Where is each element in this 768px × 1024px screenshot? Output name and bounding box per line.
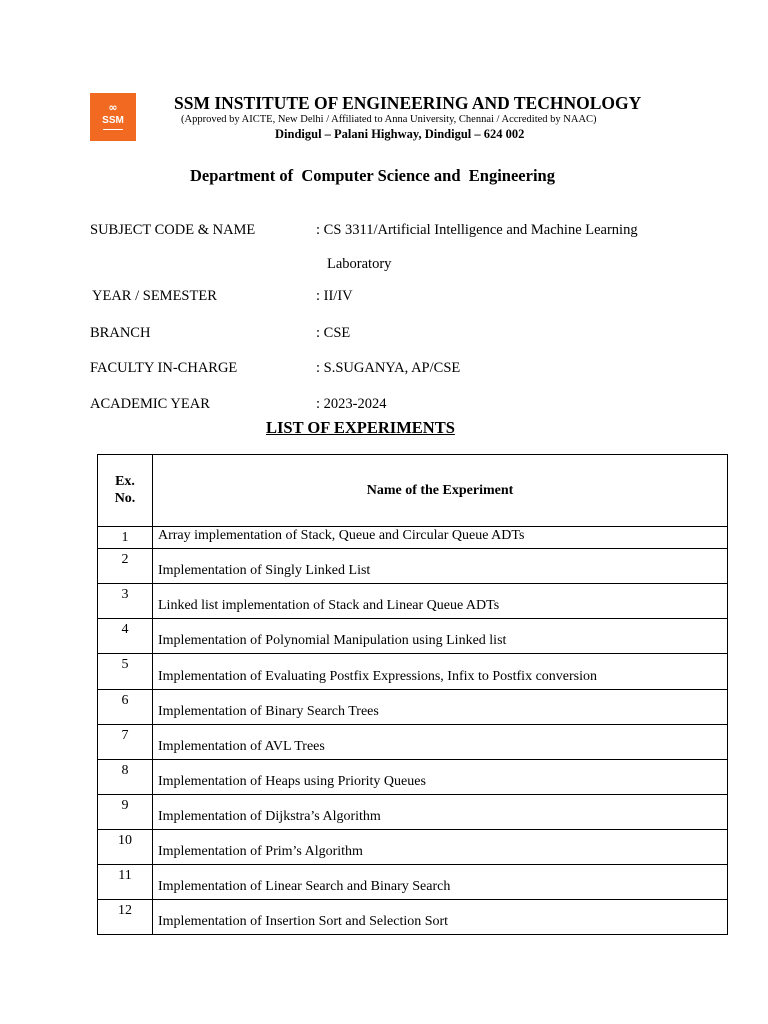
row-number: 10	[98, 830, 153, 865]
table-row	[98, 549, 728, 584]
academic-year-label: ACADEMIC YEAR	[90, 396, 210, 412]
header-ex-no-line2: No.	[114, 491, 136, 506]
subject-value: : CS 3311/Artificial Intelligence and Machine Learning	[316, 222, 638, 238]
institution-logo	[90, 93, 136, 141]
table-row	[98, 690, 728, 725]
row-experiment-name: Implementation of Heaps using Priority Queues	[153, 760, 728, 795]
year-value: : II/IV	[316, 288, 353, 304]
row-experiment-name: Implementation of Singly Linked List	[153, 549, 728, 584]
faculty-value: : S.SUGANYA, AP/CSE	[316, 360, 461, 376]
table-row	[98, 584, 728, 619]
row-experiment-name: Implementation of AVL Trees	[153, 725, 728, 760]
row-number: 2	[98, 549, 153, 584]
row-number: 4	[98, 619, 153, 654]
table-row	[98, 795, 728, 830]
subject-value-continued: Laboratory	[327, 256, 392, 272]
row-number: 9	[98, 795, 153, 830]
row-number: 3	[98, 584, 153, 619]
table-header-row	[98, 455, 728, 527]
row-experiment-name: Implementation of Binary Search Trees	[153, 690, 728, 725]
row-number: 7	[98, 725, 153, 760]
row-experiment-name: Implementation of Prim’s Algorithm	[153, 830, 728, 865]
row-number: 1	[98, 527, 153, 549]
row-experiment-name: Implementation of Linear Search and Binary Search	[153, 865, 728, 900]
faculty-label: FACULTY IN-CHARGE	[90, 360, 238, 376]
row-number: 11	[98, 865, 153, 900]
department-title: Department of Computer Science and Engineering	[190, 166, 555, 185]
subject-label: SUBJECT CODE & NAME	[90, 222, 256, 238]
table-row	[98, 619, 728, 654]
header-ex-no-line1: Ex.	[115, 474, 135, 489]
experiments-table	[97, 454, 728, 935]
row-number: 12	[98, 900, 153, 935]
year-label: YEAR / SEMESTER	[92, 288, 217, 304]
logo-text: SSM	[102, 115, 124, 126]
table-row	[98, 527, 728, 549]
infinity-icon: ∞	[108, 101, 118, 114]
institution-name: SSM INSTITUTE OF ENGINEERING AND TECHNOLOGY	[174, 93, 642, 113]
logo-underline	[103, 129, 123, 130]
table-row	[98, 654, 728, 690]
table-row	[98, 900, 728, 935]
row-experiment-name: Array implementation of Stack, Queue and Circular Queue ADTs	[153, 527, 728, 549]
table-row	[98, 830, 728, 865]
row-experiment-name: Linked list implementation of Stack and Linear Queue ADTs	[153, 584, 728, 619]
table-row	[98, 725, 728, 760]
approval-note: (Approved by AICTE, New Delhi / Affiliated to Anna University, Chennai / Accredited by NAAC)	[181, 114, 597, 125]
list-title: LIST OF EXPERIMENTS	[266, 418, 455, 437]
branch-value: : CSE	[316, 325, 351, 341]
header-experiment-name: Name of the Experiment	[153, 455, 728, 527]
row-experiment-name: Implementation of Dijkstra’s Algorithm	[153, 795, 728, 830]
academic-year-value: : 2023-2024	[316, 396, 387, 412]
row-number: 6	[98, 690, 153, 725]
table-row	[98, 760, 728, 795]
row-experiment-name: Implementation of Insertion Sort and Selection Sort	[153, 900, 728, 935]
row-experiment-name: Implementation of Evaluating Postfix Expressions, Infix to Postfix conversion	[153, 654, 728, 690]
row-number: 8	[98, 760, 153, 795]
table-row	[98, 865, 728, 900]
row-experiment-name: Implementation of Polynomial Manipulation using Linked list	[153, 619, 728, 654]
header-ex-no	[98, 455, 153, 527]
institution-address: Dindigul – Palani Highway, Dindigul – 624 002	[275, 127, 525, 141]
branch-label: BRANCH	[90, 325, 151, 341]
row-number: 5	[98, 654, 153, 690]
